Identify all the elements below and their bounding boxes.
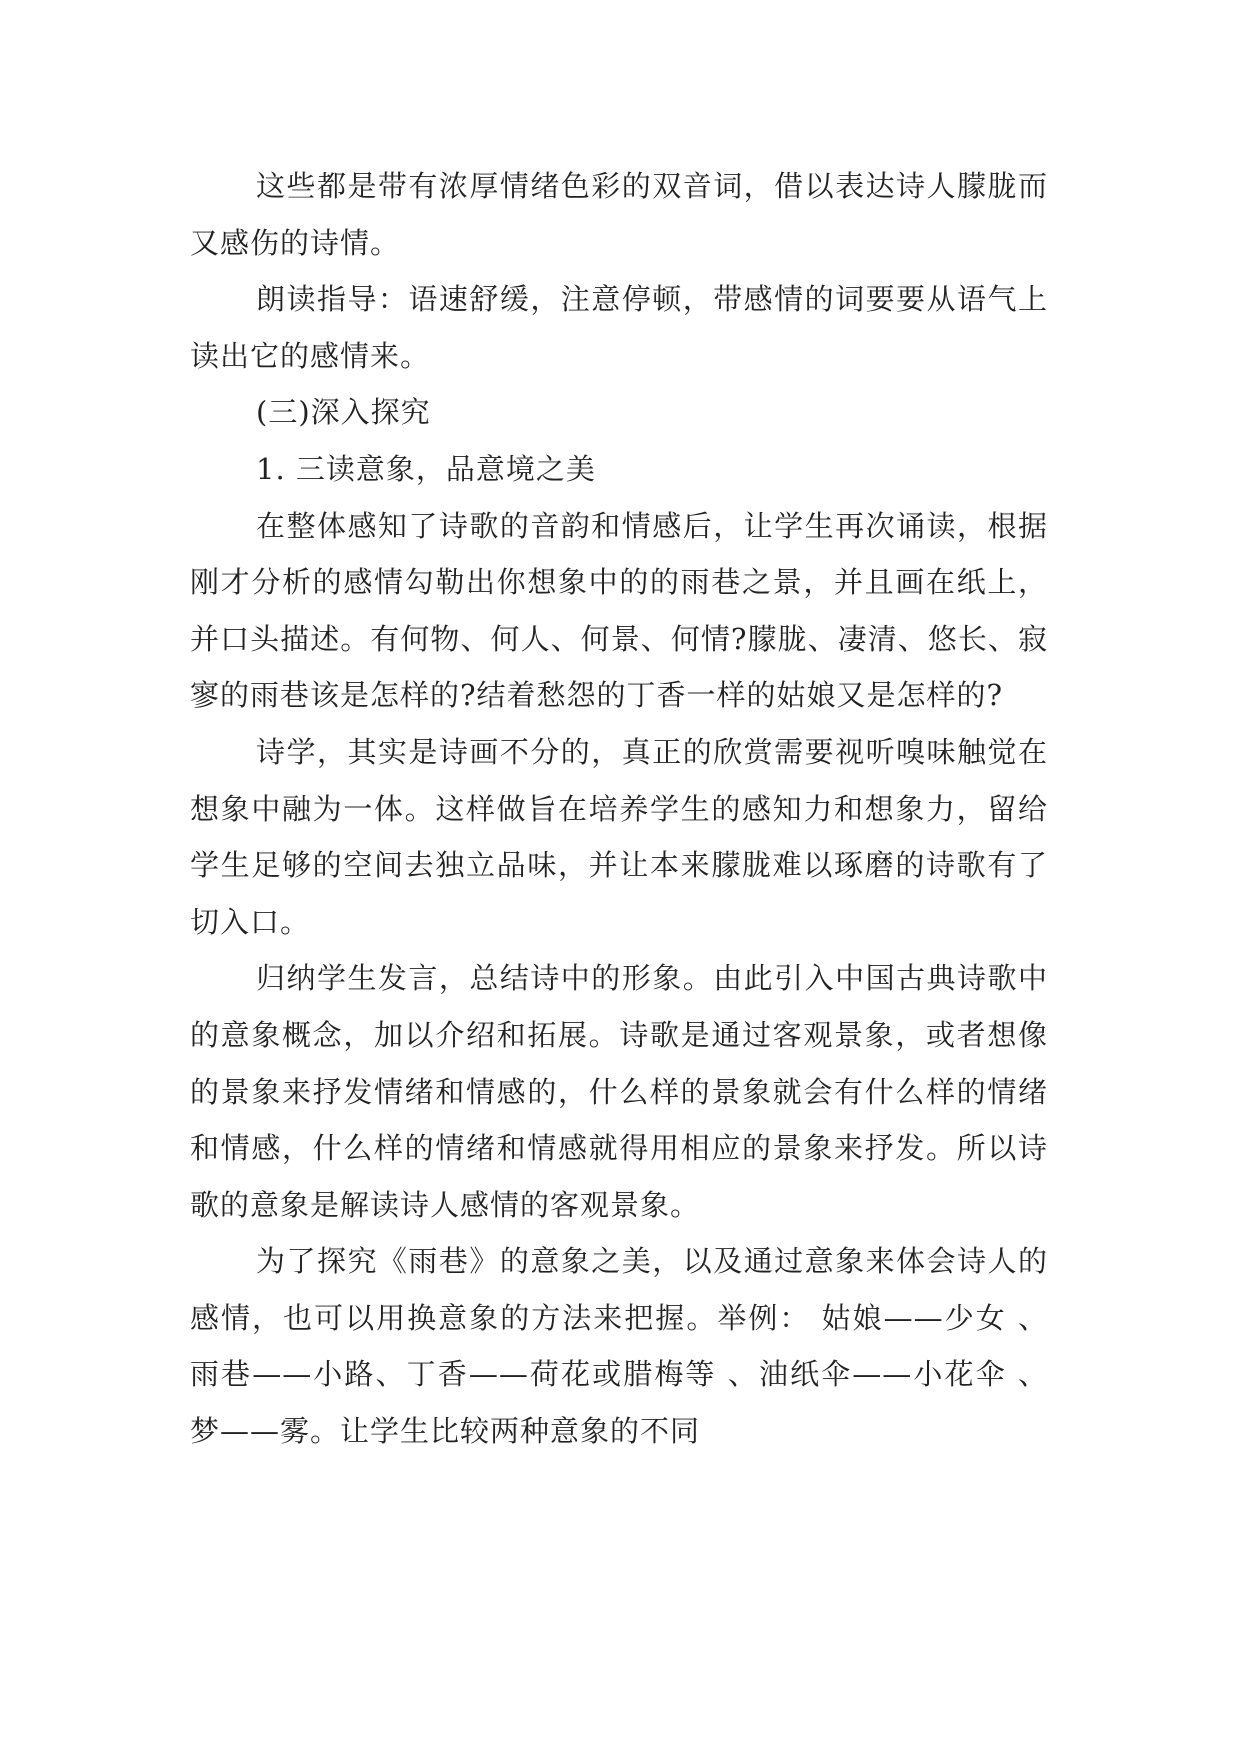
paragraph-reading-guidance: 朗读指导：语速舒缓，注意停顿，带感情的词要要从语气上读出它的感情来。 (190, 282, 1048, 373)
body-text (190, 158, 1048, 1460)
paragraph-poetry-and-painting: 诗学，其实是诗画不分的，真正的欣赏需要视听嗅味触觉在想象中融为一体。这样做旨在培养学生的感知力和想象力，留给学生足够的空间去独立品味，并让本来朦胧难以琢磨的诗歌有了切入口。 (190, 734, 1048, 939)
subsection-heading: 1. 三读意象，品意境之美 (256, 451, 596, 486)
paragraph-imagery-concept: 归纳学生发言，总结诗中的形象。由此引入中国古典诗歌中的意象概念，加以介绍和拓展。诗歌是通过客观景象，或者想像的景象来抒发情绪和情感的，什么样的景象就会有什么样的情绪和情感，什么样的情绪和情感就得用相应的景象来抒发。所以诗歌的意象是解读诗人感情的客观景象。 (190, 961, 1048, 1222)
paragraph-imagery-substitution: 为了探究《雨巷》的意象之美，以及通过意象来体会诗人的感情，也可以用换意象的方法来把握。举例： 姑娘——少女 、 雨巷——小路、丁香——荷花或腊梅等 、油纸伞——小花伞 、 梦——雾。让学生比较两种意象的不同 (190, 1244, 1048, 1449)
paragraph-imagination-task: 在整体感知了诗歌的音韵和情感后，让学生再次诵读，根据刚才分析的感情勾勒出你想象中的的雨巷之景，并且画在纸上，并口头描述。有何物、何人、何景、何情?朦胧、凄清、悠长、寂寥的雨巷该是怎样的?结着愁怨的丁香一样的姑娘又是怎样的? (190, 508, 1048, 713)
section-heading: (三)深入探究 (256, 395, 431, 430)
paragraph-emotional-words: 这些都是带有浓厚情绪色彩的双音词，借以表达诗人朦胧而又感伤的诗情。 (190, 169, 1048, 260)
